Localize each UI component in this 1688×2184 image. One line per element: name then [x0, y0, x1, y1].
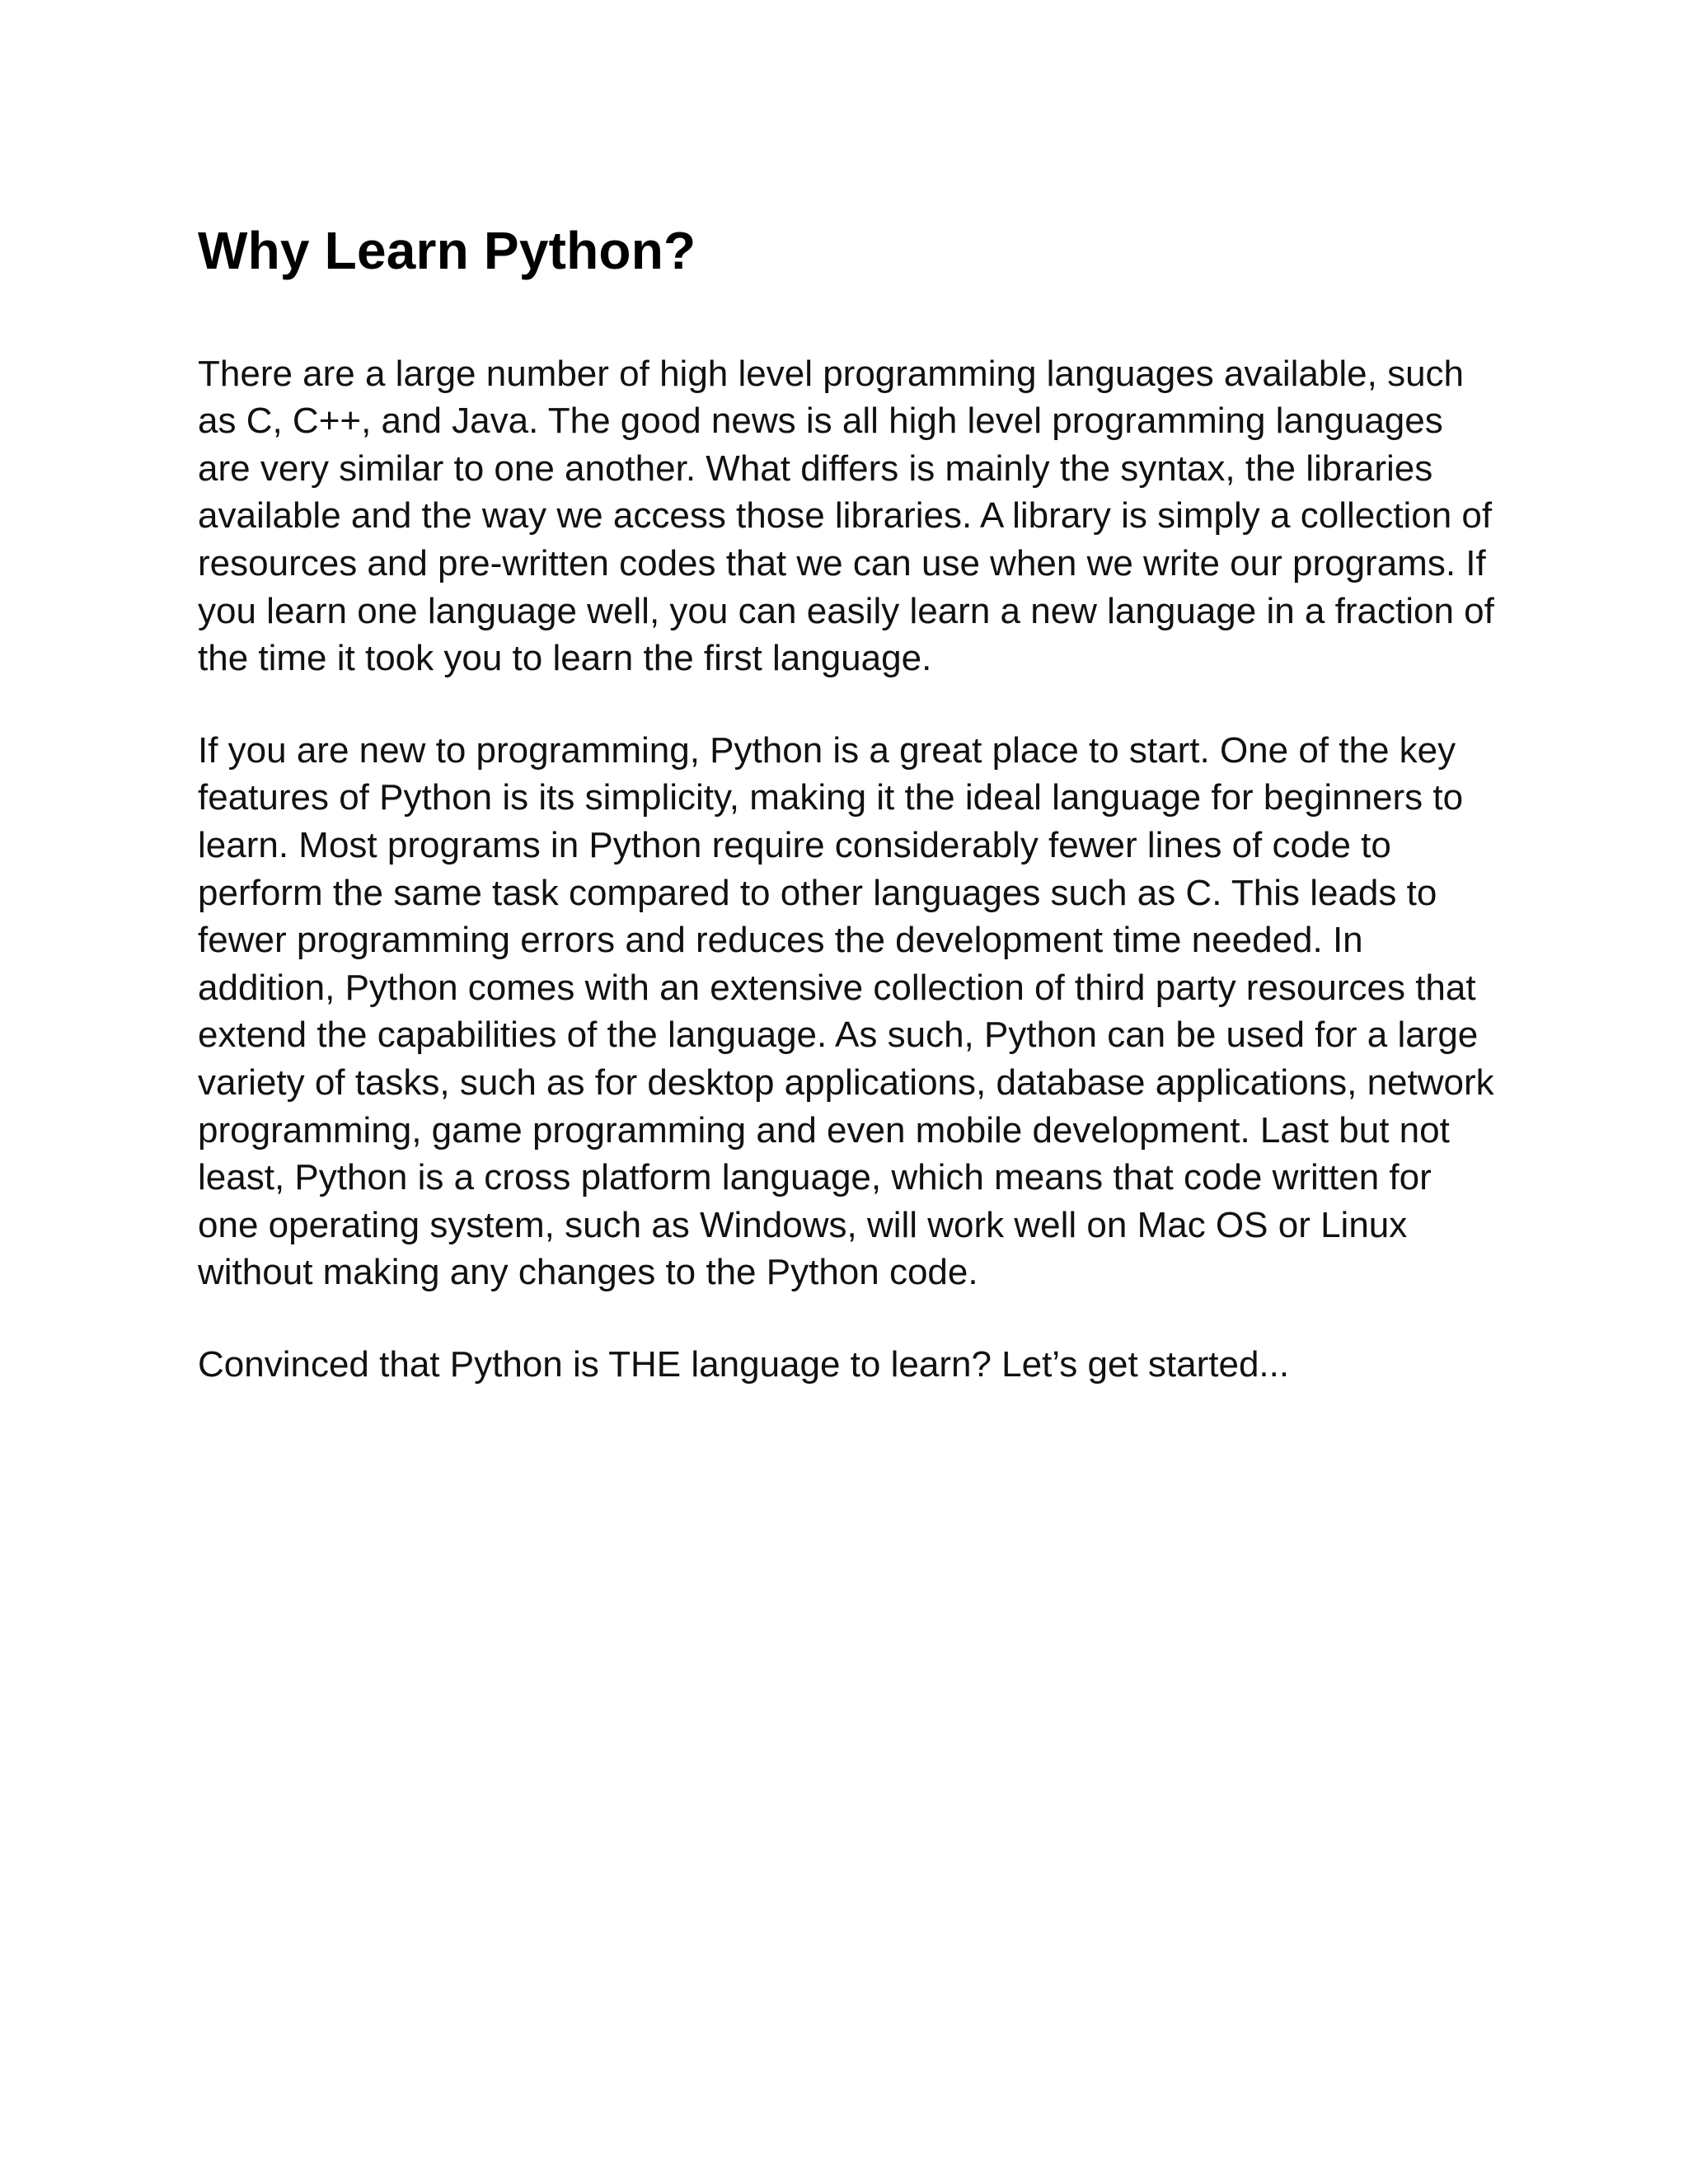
page-title: Why Learn Python?	[198, 221, 696, 280]
document-page	[198, 221, 1500, 1388]
paragraph-python-benefits: If you are new to programming, Python is a great place to start. One of the key features of Python is its simplicity, making it the ideal language for beginners to learn. Most programs in Python require considerably fewer lines of code to perform the same task compared to other languages such as C. This leads to fewer programming errors and reduces the development time needed. In addition, Python comes with an extensive collection of third party resources that extend the capabilities of the language. As such, Python can be used for a large variety of tasks, such as for desktop applications, database applications, network programming, game programming and even mobile development. Last but not least, Python is a cross platform language, which means that code written for one operating system, such as Windows, will work well on Mac OS or Linux without making any changes to the Python code.	[198, 729, 1494, 1293]
paragraph-conclusion: Convinced that Python is THE language to learn? Let’s get started...	[198, 1343, 1290, 1385]
paragraph-intro: There are a large number of high level programming languages available, such as C, C++, and Java. The good news is all high level programming languages are very similar to one another. What differs is mainly the syntax, the libraries available and the way we access those libraries. A library is simply a collection of resources and pre-written codes that we can use when we write our programs. If you learn one language well, you can easily learn a new language in a fraction of the time it took you to learn the first language.	[198, 353, 1494, 679]
